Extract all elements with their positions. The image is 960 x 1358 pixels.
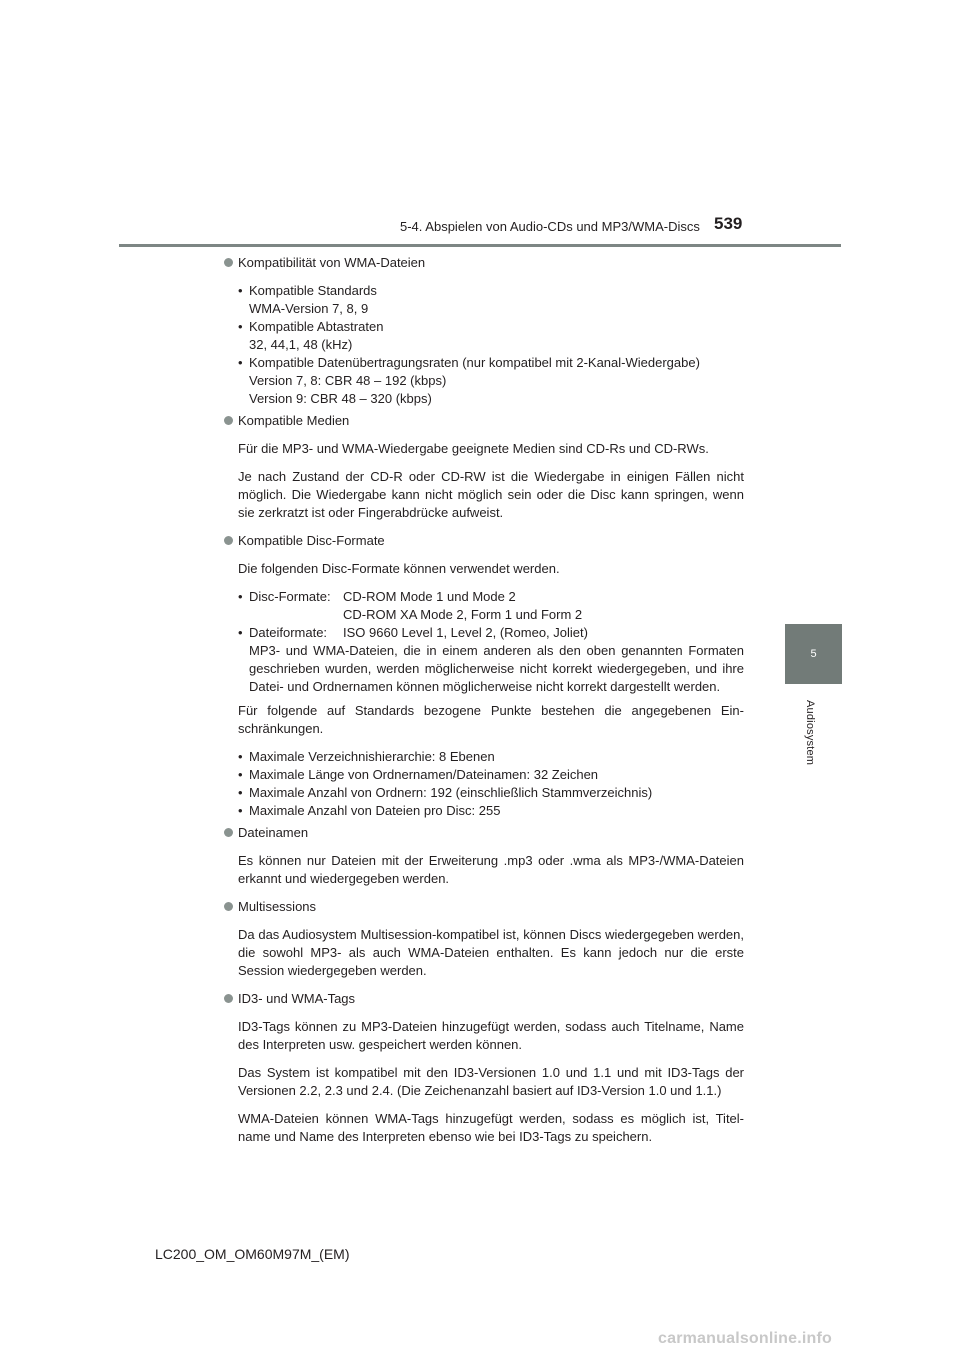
list-item: • Maximale Anzahl von Dateien pro Disc: 255	[238, 802, 744, 820]
list-item: • Kompatible Standards WMA-Version 7, 8, 9	[238, 282, 744, 318]
section-heading-formats: Kompatible Disc-Formate	[224, 532, 744, 550]
paragraph: Je nach Zustand der CD-R oder CD-RW ist die Wiedergabe in einigen Fällen nicht möglich. Die Wiedergabe kann nicht möglich sein oder die Disc kann springen, wenn sie zerkratzt ist oder Fingerabdrücke aufweist.	[238, 469, 744, 520]
list-item: • Maximale Verzeichnishierarchie: 8 Ebenen	[238, 748, 744, 766]
paragraph: ID3-Tags können zu MP3-Dateien hinzugefügt werden, sodass auch Titelname, Name des Interpreten usw. gespeichert werden können.	[238, 1019, 744, 1052]
list-item: • Maximale Anzahl von Ordnern: 192 (einschließlich Stammverzeichnis)	[238, 784, 744, 802]
paragraph: Das System ist kompatibel mit den ID3-Versionen 1.0 und 1.1 und mit ID3-Tags der Versionen 2.2, 2.3 und 2.4. (Die Zeichenanzahl basiert auf ID3-Version 1.0 und 1.1.)	[238, 1065, 744, 1098]
section-heading-media: Kompatible Medien	[224, 412, 744, 430]
chapter-tab-number: 5	[785, 624, 842, 684]
limits-list	[238, 748, 744, 820]
list-item: • Kompatible Abtastraten 32, 44,1, 48 (kHz)	[238, 318, 744, 354]
circle-bullet-icon	[224, 258, 233, 267]
section-heading-filenames: Dateinamen	[224, 824, 744, 842]
section-heading-tags: ID3- und WMA-Tags	[224, 990, 744, 1008]
circle-bullet-icon	[224, 902, 233, 911]
main-content	[224, 254, 744, 1156]
circle-bullet-icon	[224, 994, 233, 1003]
list-item: • Disc-Formate: CD-ROM Mode 1 und Mode 2 CD-ROM XA Mode 2, Form 1 und Form 2	[238, 588, 744, 624]
paragraph: WMA-Dateien können WMA-Tags hinzugefügt werden, sodass es möglich ist, Titel-name und Name des Interpreten ebenso wie bei ID3-Tags zu speichern.	[238, 1111, 744, 1144]
circle-bullet-icon	[224, 828, 233, 837]
paragraph: Für folgende auf Standards bezogene Punkte bestehen die angegebenen Ein-schränkungen.	[238, 703, 744, 736]
paragraph: Für die MP3- und WMA-Wiedergabe geeignete Medien sind CD-Rs und CD-RWs.	[238, 441, 709, 456]
paragraph: Es können nur Dateien mit der Erweiterung .mp3 oder .wma als MP3-/WMA-Dateien erkannt und wiedergegeben werden.	[238, 853, 744, 886]
paragraph: Die folgenden Disc-Formate können verwendet werden.	[238, 561, 560, 576]
circle-bullet-icon	[224, 536, 233, 545]
section-header: 5-4. Abspielen von Audio-CDs und MP3/WMA-Discs	[400, 219, 700, 234]
wma-spec-list	[238, 282, 744, 408]
list-item: • Dateiformate: ISO 9660 Level 1, Level 2, (Romeo, Joliet) MP3- und WMA-Dateien, die in einem anderen als den oben genannten Formaten geschrieben wurden, werden möglicherweise nicht korrekt wiedergegeben, und ihre Datei- und Ordnernamen können möglicherweise nicht korrekt dargestellt werden.	[238, 624, 744, 696]
circle-bullet-icon	[224, 416, 233, 425]
paragraph: Da das Audiosystem Multisession-kompatibel ist, können Discs wiedergegeben werden, die sowohl MP3- als auch WMA-Dateien enthalten. Es kann jedoch nur die erste Session wiedergegeben werden.	[238, 927, 744, 978]
list-item: • Kompatible Datenübertragungsraten (nur kompatibel mit 2-Kanal-Wiedergabe) Version 7, 8: CBR 48 – 192 (kbps) Version 9: CBR 48 – 320 (kbps)	[238, 354, 744, 408]
chapter-tab-label: Audiosystem	[804, 700, 816, 766]
header-divider	[119, 244, 841, 247]
list-item: • Maximale Länge von Ordnernamen/Dateinamen: 32 Zeichen	[238, 766, 744, 784]
section-heading-wma: Kompatibilität von WMA-Dateien	[224, 254, 744, 272]
section-heading-multisessions: Multisessions	[224, 898, 744, 916]
page-number: 539	[714, 214, 743, 233]
footer-model-code: LC200_OM_OM60M97M_(EM)	[155, 1246, 350, 1262]
watermark: carmanualsonline.info	[658, 1330, 833, 1347]
format-list	[238, 588, 744, 696]
